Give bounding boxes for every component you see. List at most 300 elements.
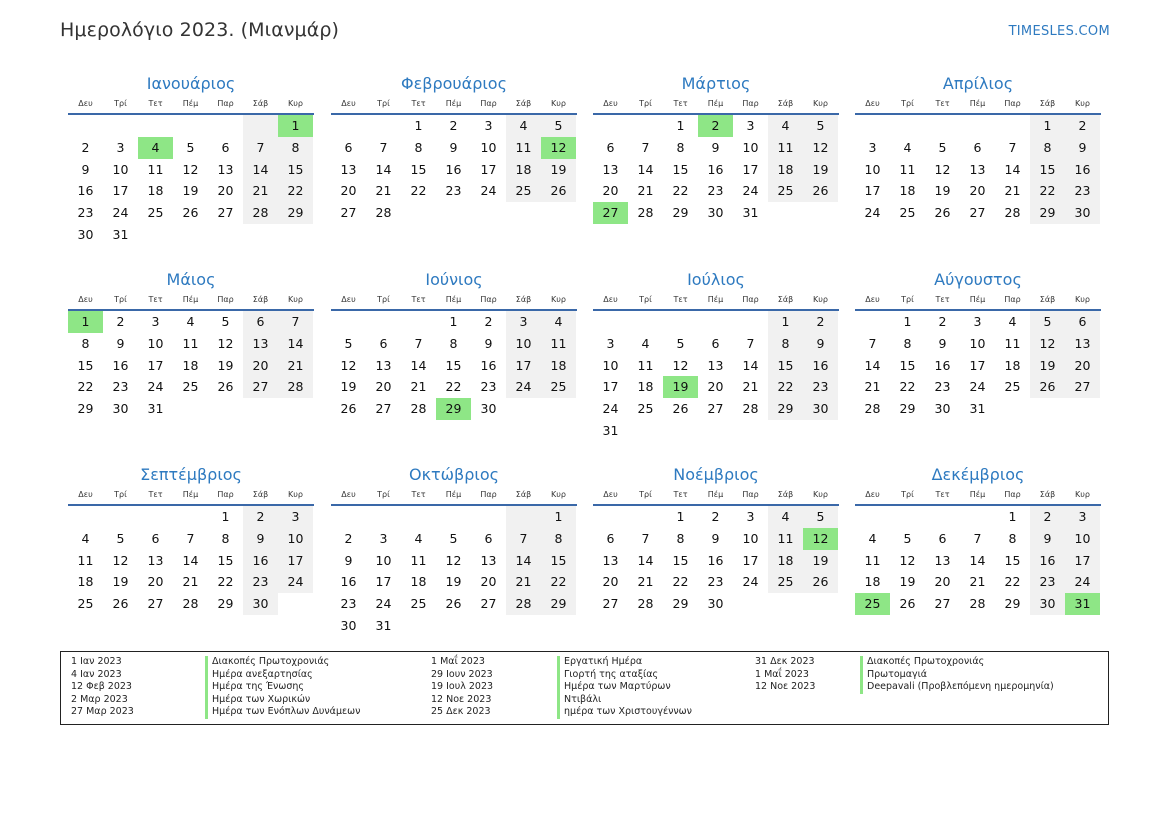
day-cell: 2 [803,311,838,333]
day-cell: 14 [278,333,313,355]
weekday-header [68,488,314,506]
day-grid [68,115,313,246]
weekday-header [855,293,1101,311]
day-cell: 13 [707,357,724,373]
day-cell: 27 [602,596,619,612]
day-cell: 22 [1030,180,1065,202]
weekday-header [593,97,839,115]
day-cell: 18 [506,159,541,181]
empty-cell [541,398,576,420]
day-cell: 28 [506,593,541,615]
day-cell: 5 [541,115,576,137]
day-cell: 7 [414,335,423,351]
day-cell: 5 [116,530,125,546]
day-cell: 27 [147,596,164,612]
empty-cell [890,115,925,137]
day-cell: 2 [938,314,947,329]
empty-cell [593,115,628,137]
empty-cell [855,115,890,137]
month-calendar [331,269,577,420]
day-cell: 16 [1065,159,1100,181]
day-cell: 18 [864,574,881,590]
day-cell: 31 [1065,593,1100,615]
day-cell: 13 [602,161,619,177]
empty-cell [506,202,541,224]
day-cell: 3 [973,314,982,329]
day-cell: 2 [711,509,720,524]
day-cell: 10 [742,139,759,155]
day-cell: 5 [344,335,353,351]
month-name: Απρίλιος [942,74,1014,93]
weekday-label: Τρί [377,490,390,499]
weekday-label: Πέμ [969,490,986,499]
day-cell: 24 [864,205,881,221]
day-cell: 29 [278,202,313,224]
day-cell: 6 [606,530,615,546]
day-cell: 16 [707,161,724,177]
day-cell: 30 [340,617,357,633]
legend-date: 1 Μαΐ 2023 [431,656,485,667]
day-cell: 26 [112,596,129,612]
month-name: Ιούνιος [425,270,483,289]
month-calendar [68,464,314,615]
day-cell: 2 [344,530,353,546]
day-cell: 14 [182,552,199,568]
empty-cell [173,115,208,137]
weekday-label: Κυρ [551,99,566,108]
day-cell: 12 [445,552,462,568]
weekday-label: Πέμ [182,99,199,108]
day-cell: 2 [243,506,278,528]
day-cell: 12 [112,552,129,568]
empty-cell [1030,398,1065,420]
day-cell: 3 [484,118,493,133]
weekday-label: Τετ [935,295,950,304]
day-cell: 1 [449,314,458,329]
day-cell: 17 [969,357,986,373]
month-calendar [68,73,314,246]
month-calendar [593,269,839,442]
day-cell: 20 [243,355,278,377]
day-cell: 5 [938,139,947,155]
weekday-header [331,488,577,506]
day-cell: 26 [1030,376,1065,398]
day-cell: 9 [1065,137,1100,159]
empty-cell [855,506,890,528]
holiday-legend [60,651,1109,725]
day-cell: 3 [116,139,125,155]
day-cell: 22 [278,180,313,202]
day-cell: 17 [742,552,759,568]
day-cell: 1 [676,118,685,133]
weekday-label: Τρί [639,295,652,304]
weekday-label: Πέμ [969,99,986,108]
day-cell: 10 [1065,528,1100,550]
weekday-label: Τρί [901,99,914,108]
day-cell: 17 [112,183,129,199]
day-cell: 29 [672,205,689,221]
day-cell: 27 [969,205,986,221]
weekday-label: Πέμ [707,99,724,108]
day-cell: 11 [541,333,576,355]
weekday-label: Τετ [935,490,950,499]
day-cell: 20 [340,183,357,199]
day-cell: 15 [899,357,916,373]
empty-cell [628,420,663,442]
weekday-label: Τετ [148,490,163,499]
day-cell: 1 [903,314,912,329]
day-cell: 27 [375,401,392,417]
empty-cell [471,615,506,637]
day-cell: 2 [449,118,458,133]
day-cell: 7 [186,530,195,546]
month-calendar [855,73,1101,224]
day-cell: 6 [711,335,720,351]
empty-cell [995,115,1030,137]
empty-cell [173,506,208,528]
day-cell: 12 [340,357,357,373]
day-cell: 23 [480,379,497,395]
day-cell: 28 [182,596,199,612]
day-cell: 16 [707,552,724,568]
day-cell: 30 [803,398,838,420]
empty-cell [401,615,436,637]
day-cell: 7 [243,137,278,159]
day-cell: 21 [637,183,654,199]
day-cell: 25 [855,593,890,615]
weekday-label: Παρ [480,490,497,499]
weekday-label: Δευ [865,295,880,304]
day-cell: 12 [182,161,199,177]
empty-cell [436,202,471,224]
weekday-header [68,97,314,115]
legend-date: 29 Ιουν 2023 [431,668,493,680]
weekday-header [68,293,314,311]
day-cell: 13 [969,161,986,177]
day-cell: 3 [746,118,755,133]
empty-cell [366,311,401,333]
day-cell: 29 [541,593,576,615]
day-cell: 6 [344,139,353,155]
day-cell: 19 [112,574,129,590]
day-cell: 1 [1008,509,1017,524]
weekday-label: Δευ [341,99,356,108]
day-cell: 13 [217,161,234,177]
day-cell: 9 [938,335,947,351]
day-cell: 26 [803,180,838,202]
day-cell: 8 [903,335,912,351]
day-cell: 31 [375,617,392,633]
day-cell: 29 [1004,596,1021,612]
weekday-label: Παρ [217,295,234,304]
weekday-label: Πέμ [445,295,462,304]
legend-holiday-name: Εργατική Ημέρα [557,656,642,669]
day-cell: 5 [803,115,838,137]
day-cell: 21 [182,574,199,590]
empty-cell [960,115,995,137]
day-cell: 26 [182,205,199,221]
day-cell: 19 [445,574,462,590]
day-cell: 11 [899,161,916,177]
weekday-label: Σάβ [777,295,794,304]
day-cell: 19 [217,357,234,373]
day-cell: 3 [746,509,755,524]
weekday-label: Τρί [377,295,390,304]
day-cell: 4 [768,506,803,528]
weekday-label: Σάβ [777,490,794,499]
empty-cell [663,420,698,442]
day-cell: 5 [676,335,685,351]
day-cell: 20 [934,574,951,590]
day-cell: 4 [1008,314,1017,329]
weekday-label: Κυρ [1075,295,1090,304]
day-cell: 13 [1065,333,1100,355]
legend-holiday-name: Deepavali (Προβλεπόμενη ημερομηνία) [860,681,1054,694]
empty-cell [103,506,138,528]
day-cell: 8 [768,333,803,355]
legend-date: 25 Δεκ 2023 [431,706,491,718]
empty-cell [138,115,173,137]
empty-cell [803,593,838,615]
day-cell: 8 [676,530,685,546]
weekday-label: Δευ [603,490,618,499]
day-cell: 12 [541,137,576,159]
day-cell: 9 [1030,528,1065,550]
empty-cell [768,593,803,615]
empty-cell [628,115,663,137]
day-grid [855,115,1100,224]
day-cell: 18 [147,183,164,199]
day-cell: 11 [864,552,881,568]
empty-cell [68,506,103,528]
day-grid [593,115,838,224]
day-cell: 29 [768,398,803,420]
empty-cell [243,398,278,420]
day-cell: 2 [698,115,733,137]
empty-cell [733,311,768,333]
day-cell: 8 [81,335,90,351]
day-cell: 20 [969,183,986,199]
day-cell: 7 [746,335,755,351]
weekday-label: Τετ [673,490,688,499]
day-cell: 23 [707,574,724,590]
empty-cell [331,311,366,333]
legend-date: 27 Μαρ 2023 [71,706,134,718]
empty-cell [471,202,506,224]
day-cell: 22 [899,379,916,395]
day-cell: 22 [541,571,576,593]
legend-holiday-name: Ημέρα ανεξαρτησίας [205,669,313,682]
day-cell: 26 [899,596,916,612]
empty-cell [925,115,960,137]
day-cell: 26 [803,571,838,593]
day-cell: 5 [186,139,195,155]
empty-cell [208,224,243,246]
empty-cell [366,506,401,528]
day-cell: 3 [606,335,615,351]
empty-cell [593,506,628,528]
weekday-label: Σάβ [252,490,269,499]
weekday-label: Δευ [78,295,93,304]
empty-cell [803,420,838,442]
day-cell: 10 [375,552,392,568]
day-cell: 17 [278,550,313,572]
empty-cell [698,420,733,442]
day-cell: 25 [541,376,576,398]
day-cell: 9 [803,333,838,355]
weekday-label: Πέμ [182,295,199,304]
day-cell: 28 [637,596,654,612]
day-cell: 27 [934,596,951,612]
empty-cell [331,506,366,528]
empty-cell [278,593,313,615]
weekday-label: Δευ [865,490,880,499]
day-cell: 3 [1065,506,1100,528]
legend-date: 12 Νοε 2023 [755,681,816,693]
weekday-label: Σάβ [777,99,794,108]
legend-date: 4 Ιαν 2023 [71,668,122,680]
day-cell: 24 [969,379,986,395]
day-cell: 17 [375,574,392,590]
day-cell: 7 [868,335,877,351]
day-cell: 10 [864,161,881,177]
weekday-label: Τετ [411,490,426,499]
weekday-label: Τρί [901,490,914,499]
day-cell: 15 [1004,552,1021,568]
day-cell: 20 [707,379,724,395]
day-cell: 1 [68,311,103,333]
day-cell: 31 [742,205,759,221]
day-cell: 7 [1008,139,1017,155]
day-cell: 23 [1030,571,1065,593]
weekday-label: Τρί [901,295,914,304]
day-cell: 22 [77,379,94,395]
page-title: Ημερολόγιο 2023. (Μιανμάρ) [60,19,340,41]
day-cell: 5 [1030,311,1065,333]
day-cell: 4 [506,115,541,137]
day-cell: 14 [410,357,427,373]
day-cell: 18 [768,550,803,572]
day-cell: 2 [1065,115,1100,137]
month-calendar [593,73,839,224]
weekday-label: Σάβ [1039,99,1056,108]
empty-cell [138,224,173,246]
day-cell: 9 [243,528,278,550]
day-cell: 5 [803,506,838,528]
day-cell: 1 [278,115,313,137]
day-cell: 11 [506,137,541,159]
legend-date: 12 Φεβ 2023 [71,681,132,693]
day-cell: 21 [278,355,313,377]
weekday-label: Τετ [673,99,688,108]
day-cell: 27 [1065,376,1100,398]
weekday-label: Κυρ [1075,99,1090,108]
day-cell: 25 [182,379,199,395]
day-cell: 9 [711,530,720,546]
day-cell: 18 [637,379,654,395]
day-cell: 11 [77,552,94,568]
day-cell: 28 [1004,205,1021,221]
day-cell: 11 [410,552,427,568]
weekday-label: Πέμ [969,295,986,304]
day-cell: 8 [1008,530,1017,546]
weekday-label: Τρί [639,490,652,499]
day-cell: 17 [147,357,164,373]
day-cell: 11 [147,161,164,177]
empty-cell [506,615,541,637]
day-cell: 19 [663,376,698,398]
day-cell: 28 [278,376,313,398]
day-cell: 13 [375,357,392,373]
empty-cell [173,398,208,420]
day-cell: 2 [484,314,493,329]
day-cell: 12 [803,137,838,159]
day-cell: 1 [414,118,423,133]
empty-cell [995,398,1030,420]
empty-cell [541,615,576,637]
empty-cell [698,311,733,333]
empty-cell [208,115,243,137]
day-cell: 17 [1065,550,1100,572]
day-cell: 15 [445,357,462,373]
day-cell: 6 [973,139,982,155]
weekday-label: Τρί [377,99,390,108]
day-cell: 13 [340,161,357,177]
day-cell: 11 [637,357,654,373]
day-cell: 25 [1004,379,1021,395]
day-cell: 28 [864,401,881,417]
empty-cell [173,224,208,246]
weekday-header [855,488,1101,506]
empty-cell [541,202,576,224]
day-cell: 19 [899,574,916,590]
day-cell: 29 [1030,202,1065,224]
weekday-label: Παρ [742,295,759,304]
day-cell: 24 [742,183,759,199]
day-cell: 14 [969,552,986,568]
empty-cell [401,202,436,224]
empty-cell [768,202,803,224]
day-cell: 13 [147,552,164,568]
day-cell: 4 [868,530,877,546]
day-cell: 30 [1030,593,1065,615]
day-cell: 13 [480,552,497,568]
day-cell: 25 [637,401,654,417]
legend-date: 1 Μαΐ 2023 [755,668,809,680]
month-calendar [593,464,839,615]
day-grid [855,506,1100,615]
day-cell: 21 [637,574,654,590]
empty-cell [243,115,278,137]
weekday-label: Κυρ [813,295,828,304]
weekday-label: Κυρ [551,490,566,499]
legend-holiday-name: Ημέρα των Ενόπλων Δυνάμεων [205,706,360,719]
day-cell: 8 [1030,137,1065,159]
day-cell: 14 [742,357,759,373]
day-cell: 19 [803,550,838,572]
legend-holiday-name: Διακοπές Πρωτοχρονιάς [860,656,984,669]
day-cell: 10 [969,335,986,351]
day-cell: 30 [707,205,724,221]
day-grid [593,311,838,442]
day-cell: 15 [217,552,234,568]
day-cell: 25 [147,205,164,221]
legend-date: 2 Μαρ 2023 [71,693,128,705]
site-link[interactable]: TIMESLES.COM [1008,24,1110,39]
day-cell: 5 [221,314,230,329]
weekday-header [331,293,577,311]
weekday-header [855,97,1101,115]
